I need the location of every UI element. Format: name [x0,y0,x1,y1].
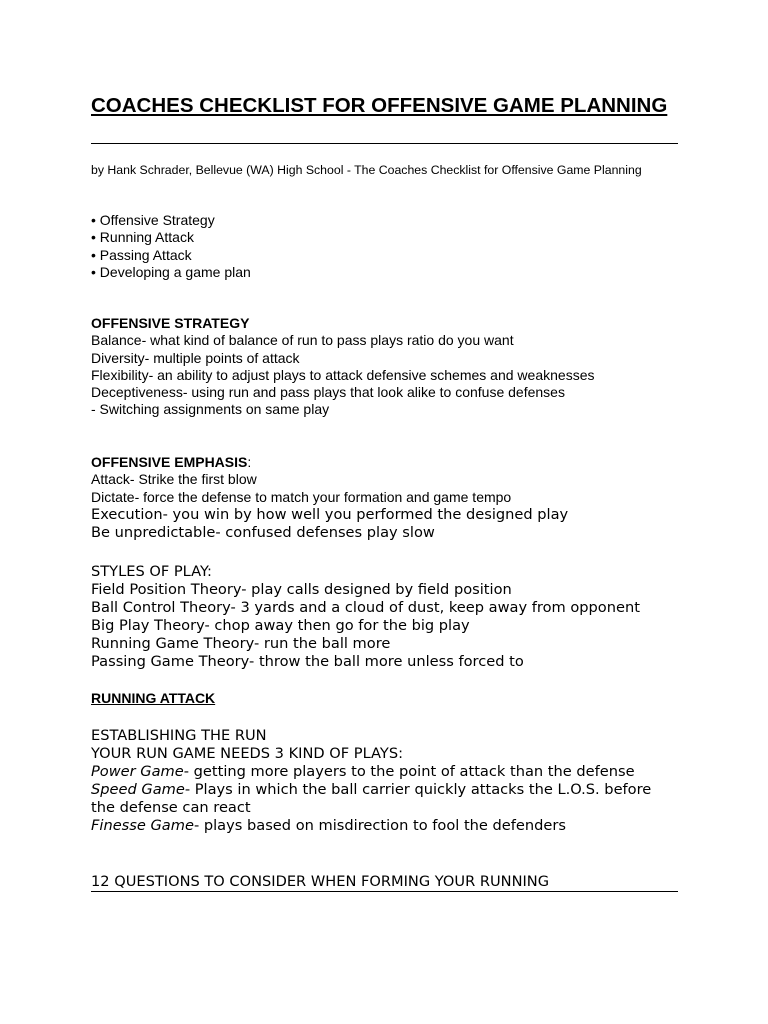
styles-of-play-section [91,563,640,671]
text-line: - Switching assignments on same play [91,401,330,418]
text-line: Flexibility- an ability to adjust plays to attack defensive schemes and weaknesses [91,366,595,383]
offensive-strategy-section [91,315,594,419]
text-line [91,817,651,835]
text-line: Dictate- force the defense to match your formation and game tempo [91,488,512,505]
text-line: Execution- you win by how well you performed the designed play [91,505,569,523]
text-line: YOUR RUN GAME NEEDS 3 KIND OF PLAYS: [91,745,404,762]
byline: by Hank Schrader, Bellevue (WA) High School - The Coaches Checklist for Offensive Game Planning [91,163,642,177]
bottom-divider [91,891,678,892]
page-title: COACHES CHECKLIST FOR OFFENSIVE GAME PLANNING [91,94,668,117]
section-heading [91,454,568,471]
text-line: the defense can react [91,799,251,816]
list-item: • Running Attack [91,229,194,246]
section-heading: 12 QUESTIONS TO CONSIDER WHEN FORMING YOUR RUNNING [91,873,550,890]
contents-list [91,212,251,281]
term-text: - Plays in which the ball carrier quickly attacks the L.O.S. before [184,781,652,798]
text-line: Ball Control Theory- 3 yards and a cloud of dust, keep away from opponent [91,599,640,616]
term-label: Finesse Game [91,817,194,834]
heading-colon: : [247,454,252,470]
text-line: Be unpredictable- confused defenses play slow [91,523,435,541]
term-label: Power Game [91,763,184,780]
text-line: Passing Game Theory- throw the ball more unless forced to [91,653,524,670]
running-attack-heading-block [91,690,215,707]
list-item: • Offensive Strategy [91,212,215,228]
list-item: • Developing a game plan [91,263,251,280]
text-line: Field Position Theory- play calls designed by field position [91,581,512,598]
term-label: Speed Game [91,781,185,798]
title-divider [91,143,678,144]
text-line: Balance- what kind of balance of run to pass plays ratio do you want [91,332,514,349]
text-line: Running Game Theory- run the ball more [91,635,391,652]
section-heading: RUNNING ATTACK [91,690,216,706]
text-line: Attack- Strike the first blow [91,471,257,488]
offensive-emphasis-section [91,454,568,542]
text-line: Deceptiveness- using run and pass plays that look alike to confuse defenses [91,384,565,401]
section-heading: STYLES OF PLAY: [91,563,212,580]
text-line: Big Play Theory- chop away then go for the big play [91,617,470,634]
text-line: ESTABLISHING THE RUN [91,727,267,744]
section-heading: OFFENSIVE STRATEGY [91,315,250,331]
text-line: Diversity- multiple points of attack [91,349,300,366]
text-line [91,763,651,781]
heading-text: OFFENSIVE EMPHASIS [91,454,248,470]
list-item: • Passing Attack [91,246,192,263]
running-attack-section [91,727,651,835]
questions-heading-block [91,873,549,891]
term-text: - plays based on misdirection to fool the defenders [193,817,566,834]
text-line [91,781,651,799]
term-text: - getting more players to the point of attack than the defense [183,763,635,780]
